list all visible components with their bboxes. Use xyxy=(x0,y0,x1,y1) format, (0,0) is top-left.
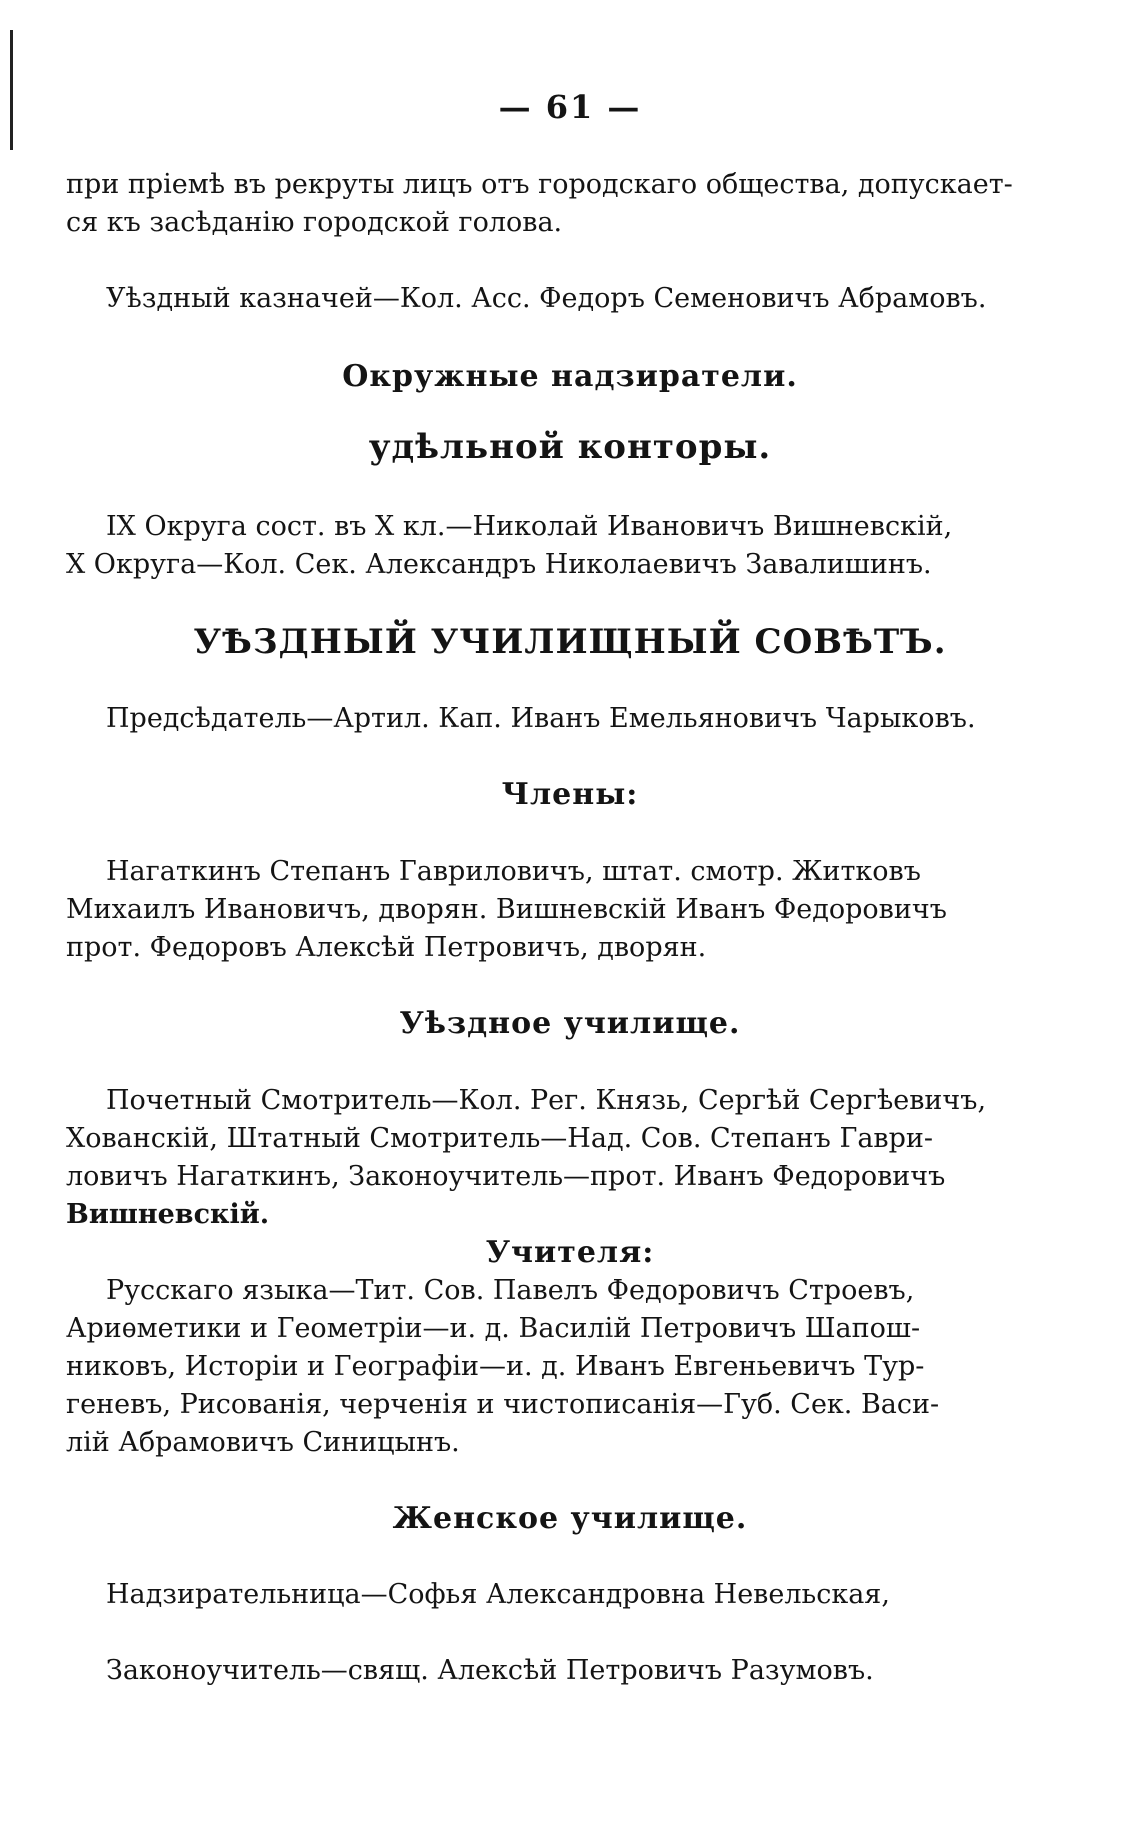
teachers-heading: Учителя: xyxy=(485,1235,655,1270)
chairman-line: Предсѣдатель—Артил. Кап. Иванъ Емельяновичъ Чарыковъ. xyxy=(106,703,976,734)
okruzh-heading: Окружные надзиратели. xyxy=(342,359,798,394)
school-line-2: Хованскій, Штатный Смотритель—Над. Сов. Степанъ Гаври- xyxy=(66,1123,934,1154)
intro-line-2: ся къ засѣданію городской голова. xyxy=(66,207,563,238)
okrug-line-2: X Округа—Кол. Сек. Александръ Николаевичъ Завалишинъ. xyxy=(66,549,932,580)
overseer-line: Надзирательница—Софья Александровна Невельская, xyxy=(106,1579,890,1610)
priest-line: Законоучитель—свящ. Алексѣй Петровичъ Разумовъ. xyxy=(106,1655,874,1686)
teachers-line-3: никовъ, Исторіи и Географіи—и. д. Иванъ Евгеньевичъ Тур- xyxy=(66,1351,925,1382)
udel-heading: удѣльной конторы. xyxy=(368,427,772,467)
page-number: — 61 — xyxy=(498,88,642,126)
uezd-school-heading: Уѣздное училище. xyxy=(399,1006,741,1041)
school-line-3: ловичъ Нагаткинъ, Законоучитель—прот. Иванъ Федоровичъ xyxy=(66,1161,946,1192)
teachers-line-1: Русскаго языка—Тит. Сов. Павелъ Федоровичъ Строевъ, xyxy=(106,1275,915,1306)
school-line-4: Вишневскій. xyxy=(66,1199,270,1230)
women-school-heading: Женское училище. xyxy=(392,1501,748,1536)
members-line-1: Нагаткинъ Степанъ Гавриловичъ, штат. смотр. Житковъ xyxy=(106,856,921,887)
okrug-line-1: IX Округа сост. въ X кл.—Николай Ивановичъ Вишневскій, xyxy=(106,511,953,542)
teachers-line-4: геневъ, Рисованія, черченія и чистописанія—Губ. Сек. Васи- xyxy=(66,1389,940,1420)
members-heading: Члены: xyxy=(501,777,639,812)
school-line-1: Почетный Смотритель—Кол. Рег. Князь, Сергѣй Сергѣевичъ, xyxy=(106,1085,987,1116)
intro-line-1: при пріемѣ въ рекруты лицъ отъ городскаго общества, допускает- xyxy=(66,169,1013,200)
treasurer-line: Уѣздный казначей—Кол. Асс. Федоръ Семеновичъ Абрамовъ. xyxy=(106,283,987,314)
members-line-2: Михаилъ Ивановичъ, дворян. Вишневскій Иванъ Федоровичъ xyxy=(66,894,947,925)
sovet-heading: УѢЗДНЫЙ УЧИЛИЩНЫЙ СОВѢТЪ. xyxy=(193,622,947,662)
members-line-3: прот. Федоровъ Алексѣй Петровичъ, дворян. xyxy=(66,932,707,963)
teachers-line-2: Ариѳметики и Геометріи—и. д. Василій Петровичъ Шапош- xyxy=(66,1313,921,1344)
teachers-line-5: лій Абрамовичъ Синицынъ. xyxy=(66,1427,460,1458)
